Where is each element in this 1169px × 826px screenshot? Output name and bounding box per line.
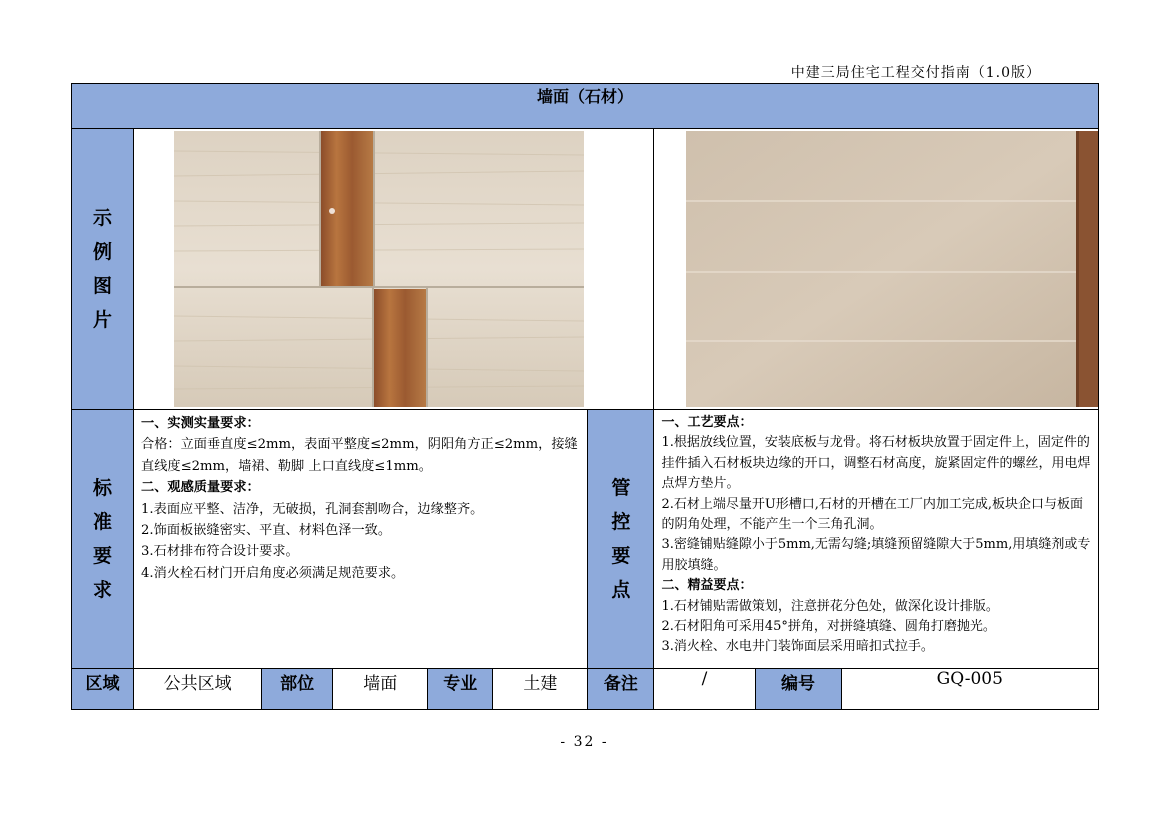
lean-item: 2.石材阳角可采用45°拼角，对拼缝填缝、圆角打磨抛光。 [661,619,996,635]
area-value: 公共区域 [134,669,262,710]
process-item: 2.石材上端尽量开U形槽口,石材的开槽在工厂内加工完成,板块企口与板面的阴角处理，不能产生一个三角孔洞。 [661,496,1084,533]
visual-item: 2.饰面板嵌缝密实、平直、材料色泽一致。 [141,523,392,539]
visual-item: 1.表面应平整、洁净，无破损，孔洞套割吻合，边缘整齐。 [141,501,484,517]
marble-wall-photo-1 [174,131,624,409]
part-label: 部位 [262,669,333,710]
control-points-label [588,410,654,669]
note-label: 备注 [588,669,654,710]
control-points-text: 管控要点 [611,477,631,601]
code-value: GQ-005 [841,669,1098,710]
lean-heading: 二、精益要点： [661,578,753,594]
note-value: / [654,669,755,710]
control-text [654,410,1099,669]
standard-requirements-label [72,410,134,669]
measurement-heading: 一、实测实量要求： [141,416,260,431]
page-number: - 32 - [560,734,609,750]
process-item: 3.密缝铺贴缝隙小于5mm,无需勾缝;填缝预留缝隙大于5mm,用填缝剂或专用胶填缝。 [661,537,1091,573]
standard-requirements-text: 标准要求 [93,477,113,601]
code-label: 编号 [755,669,841,710]
visual-item: 3.石材排布符合设计要求。 [141,544,299,560]
lean-item: 3.消火栓、水电井门装饰面层采用暗扣式拉手。 [661,639,934,655]
measurement-body: 合格：立面垂直度≤2mm，表面平整度≤2mm，阴阳角方正≤2mm，接缝直线度≤2mm，墙裙、勒脚 上口直线度≤1mm。 [141,437,578,474]
process-item: 1.根据放线位置，安装底板与龙骨。将石材板块放置于固定件上，固定件的挂件插入石材板块边缘的开口，调整石材高度，旋紧固定件的螺丝，用电焊点焊方垫片。 [661,435,1091,492]
lean-item: 1.石材铺贴需做策划，注意拼花分色处，做深化设计排版。 [661,598,999,614]
image-right-cell [654,129,1099,410]
requirements-text [134,410,588,669]
sample-images-label [72,129,134,410]
sample-images-text: 示例图片 [93,207,113,331]
major-value: 土建 [493,669,588,710]
image-left-cell [134,129,654,410]
part-value: 墙面 [333,669,428,710]
section-title: 墙面（石材） [72,84,1099,129]
visual-heading: 二、观感质量要求： [141,480,260,496]
beige-stone-wall-photo-2 [686,131,1098,407]
visual-item: 4.消火栓石材门开启角度必须满足规范要求。 [141,565,405,581]
major-label: 专业 [428,669,493,710]
spec-table [71,83,1099,710]
process-heading: 一、工艺要点： [661,415,753,430]
area-label: 区域 [72,669,134,710]
document-title: 中建三局住宅工程交付指南（1.0版） [790,65,1041,81]
